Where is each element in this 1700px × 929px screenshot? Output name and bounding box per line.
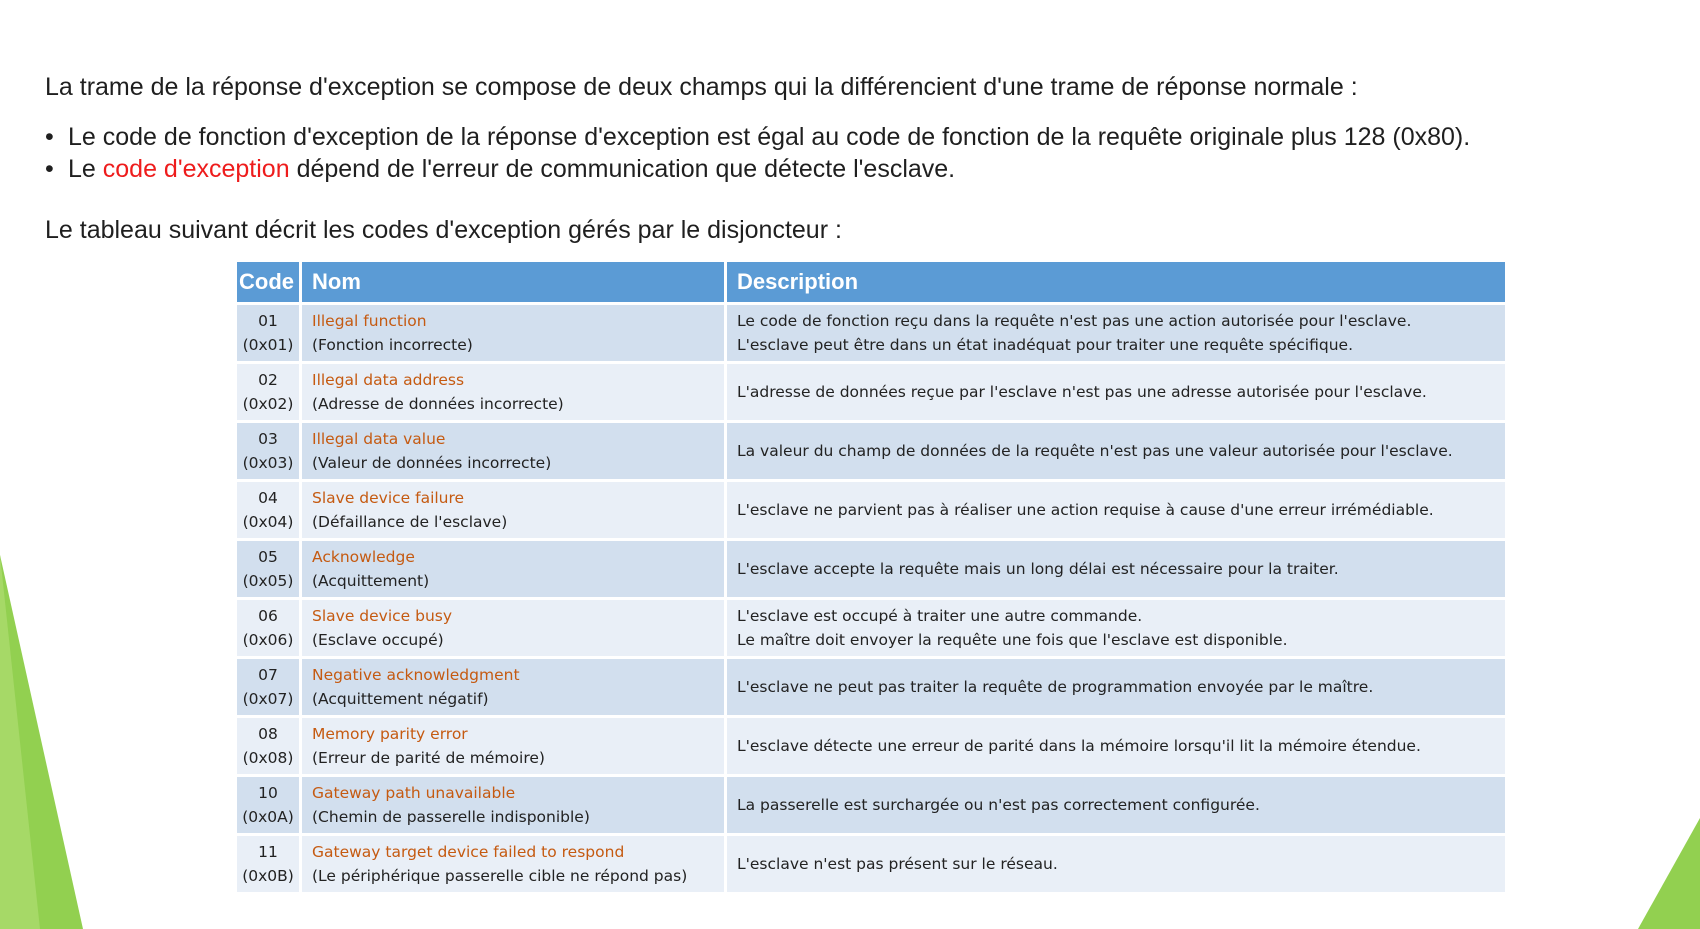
description-cell bbox=[727, 482, 1505, 538]
name-english: Illegal data value bbox=[312, 430, 446, 448]
table-row bbox=[237, 541, 1505, 597]
code-cell bbox=[237, 305, 299, 361]
description-line: L'adresse de données reçue par l'esclave n'est pas une adresse autorisée pour l'esclave. bbox=[737, 383, 1427, 401]
code-decimal: 03 bbox=[258, 430, 278, 448]
name-french: (Le périphérique passerelle cible ne répond pas) bbox=[312, 867, 688, 885]
bullet-list bbox=[45, 121, 1470, 185]
code-hex: (0x04) bbox=[242, 513, 294, 531]
name-english: Gateway target device failed to respond bbox=[312, 843, 625, 861]
name-cell bbox=[302, 541, 724, 597]
code-decimal: 10 bbox=[258, 784, 278, 802]
name-english: Acknowledge bbox=[312, 548, 415, 566]
code-hex: (0x05) bbox=[242, 572, 294, 590]
code-decimal: 07 bbox=[258, 666, 278, 684]
table-row bbox=[237, 482, 1505, 538]
header-name: Nom bbox=[302, 262, 724, 302]
description-cell bbox=[727, 541, 1505, 597]
table-row bbox=[237, 718, 1505, 774]
name-french: (Adresse de données incorrecte) bbox=[312, 395, 564, 413]
name-french: (Défaillance de l'esclave) bbox=[312, 513, 508, 531]
name-french: (Chemin de passerelle indisponible) bbox=[312, 808, 590, 826]
code-cell bbox=[237, 777, 299, 833]
description-line: L'esclave ne peut pas traiter la requête de programmation envoyée par le maître. bbox=[737, 678, 1374, 696]
intro-text: La trame de la réponse d'exception se compose de deux champs qui la différencient d'une trame de réponse normale : bbox=[45, 73, 1358, 101]
code-cell bbox=[237, 718, 299, 774]
description-cell bbox=[727, 718, 1505, 774]
name-french: (Esclave occupé) bbox=[312, 631, 444, 649]
name-cell bbox=[302, 423, 724, 479]
description-cell bbox=[727, 659, 1505, 715]
table-row bbox=[237, 659, 1505, 715]
code-cell bbox=[237, 600, 299, 656]
code-decimal: 08 bbox=[258, 725, 278, 743]
bullet-icon: • bbox=[45, 155, 54, 183]
code-hex: (0x07) bbox=[242, 690, 294, 708]
code-hex: (0x0B) bbox=[242, 867, 294, 885]
name-english: Slave device busy bbox=[312, 607, 453, 625]
description-cell bbox=[727, 600, 1505, 656]
name-french: (Fonction incorrecte) bbox=[312, 336, 473, 354]
description-line: L'esclave ne parvient pas à réaliser une action requise à cause d'une erreur irrémédiable. bbox=[737, 501, 1434, 519]
name-french: (Erreur de parité de mémoire) bbox=[312, 749, 545, 767]
bullet-item bbox=[45, 153, 1470, 185]
code-cell bbox=[237, 482, 299, 538]
table-row bbox=[237, 364, 1505, 420]
bullet-text-suffix: dépend de l'erreur de communication que détecte l'esclave. bbox=[289, 155, 956, 183]
table-intro-text: Le tableau suivant décrit les codes d'exception gérés par le disjoncteur : bbox=[45, 216, 842, 244]
description-cell bbox=[727, 305, 1505, 361]
name-french: (Acquittement) bbox=[312, 572, 430, 590]
description-line: Le code de fonction reçu dans la requête n'est pas une action autorisée pour l'esclave. bbox=[737, 312, 1412, 330]
code-hex: (0x08) bbox=[242, 749, 294, 767]
name-cell bbox=[302, 482, 724, 538]
bullet-text: Le code de fonction d'exception de la réponse d'exception est égal au code de fonction de la requête originale plus 128 (0x80). bbox=[68, 123, 1471, 151]
name-english: Illegal data address bbox=[312, 371, 465, 389]
name-english: Slave device failure bbox=[312, 489, 465, 507]
name-english: Negative acknowledgment bbox=[312, 666, 520, 684]
header-code: Code bbox=[237, 262, 299, 302]
table-row bbox=[237, 836, 1505, 892]
description-cell bbox=[727, 364, 1505, 420]
name-cell bbox=[302, 777, 724, 833]
name-english: Illegal function bbox=[312, 312, 427, 330]
code-hex: (0x03) bbox=[242, 454, 294, 472]
code-cell bbox=[237, 659, 299, 715]
description-line: L'esclave accepte la requête mais un long délai est nécessaire pour la traiter. bbox=[737, 560, 1339, 578]
description-cell bbox=[727, 777, 1505, 833]
code-decimal: 11 bbox=[258, 843, 278, 861]
code-decimal: 06 bbox=[258, 607, 278, 625]
table-row bbox=[237, 600, 1505, 656]
code-hex: (0x06) bbox=[242, 631, 294, 649]
description-line: L'esclave est occupé à traiter une autre commande. bbox=[737, 607, 1143, 625]
table-row bbox=[237, 777, 1505, 833]
header-description: Description bbox=[727, 262, 1505, 302]
name-cell bbox=[302, 836, 724, 892]
table-header-row bbox=[237, 262, 1505, 302]
code-hex: (0x01) bbox=[242, 336, 294, 354]
description-line: Le maître doit envoyer la requête une fois que l'esclave est disponible. bbox=[737, 631, 1288, 649]
code-cell bbox=[237, 541, 299, 597]
code-decimal: 04 bbox=[258, 489, 278, 507]
name-cell bbox=[302, 364, 724, 420]
right-green-triangle bbox=[1638, 818, 1700, 929]
description-line: L'esclave détecte une erreur de parité dans la mémoire lorsqu'il lit la mémoire étendue. bbox=[737, 737, 1421, 755]
description-line: L'esclave n'est pas présent sur le réseau. bbox=[737, 855, 1058, 873]
name-cell bbox=[302, 718, 724, 774]
name-english: Memory parity error bbox=[312, 725, 468, 743]
table-body bbox=[237, 305, 1505, 892]
table-row bbox=[237, 305, 1505, 361]
name-french: (Acquittement négatif) bbox=[312, 690, 489, 708]
code-decimal: 02 bbox=[258, 371, 278, 389]
bullet-item bbox=[45, 121, 1470, 153]
exception-code-highlight: code d'exception bbox=[102, 155, 290, 183]
description-cell bbox=[727, 836, 1505, 892]
description-line: La valeur du champ de données de la requête n'est pas une valeur autorisée pour l'esclave. bbox=[737, 442, 1453, 460]
name-french: (Valeur de données incorrecte) bbox=[312, 454, 552, 472]
table-row bbox=[237, 423, 1505, 479]
description-line: La passerelle est surchargée ou n'est pas correctement configurée. bbox=[737, 796, 1260, 814]
bullet-icon: • bbox=[45, 123, 54, 151]
bullet-text-prefix: Le bbox=[68, 155, 103, 183]
description-cell bbox=[727, 423, 1505, 479]
name-cell bbox=[302, 659, 724, 715]
description-line: L'esclave peut être dans un état inadéquat pour traiter une requête spécifique. bbox=[737, 336, 1354, 354]
code-decimal: 05 bbox=[258, 548, 278, 566]
name-cell bbox=[302, 600, 724, 656]
code-hex: (0x02) bbox=[242, 395, 294, 413]
code-cell bbox=[237, 836, 299, 892]
code-hex: (0x0A) bbox=[242, 808, 294, 826]
name-english: Gateway path unavailable bbox=[312, 784, 516, 802]
code-cell bbox=[237, 364, 299, 420]
code-decimal: 01 bbox=[258, 312, 278, 330]
name-cell bbox=[302, 305, 724, 361]
exception-codes-table bbox=[234, 259, 1508, 895]
code-cell bbox=[237, 423, 299, 479]
